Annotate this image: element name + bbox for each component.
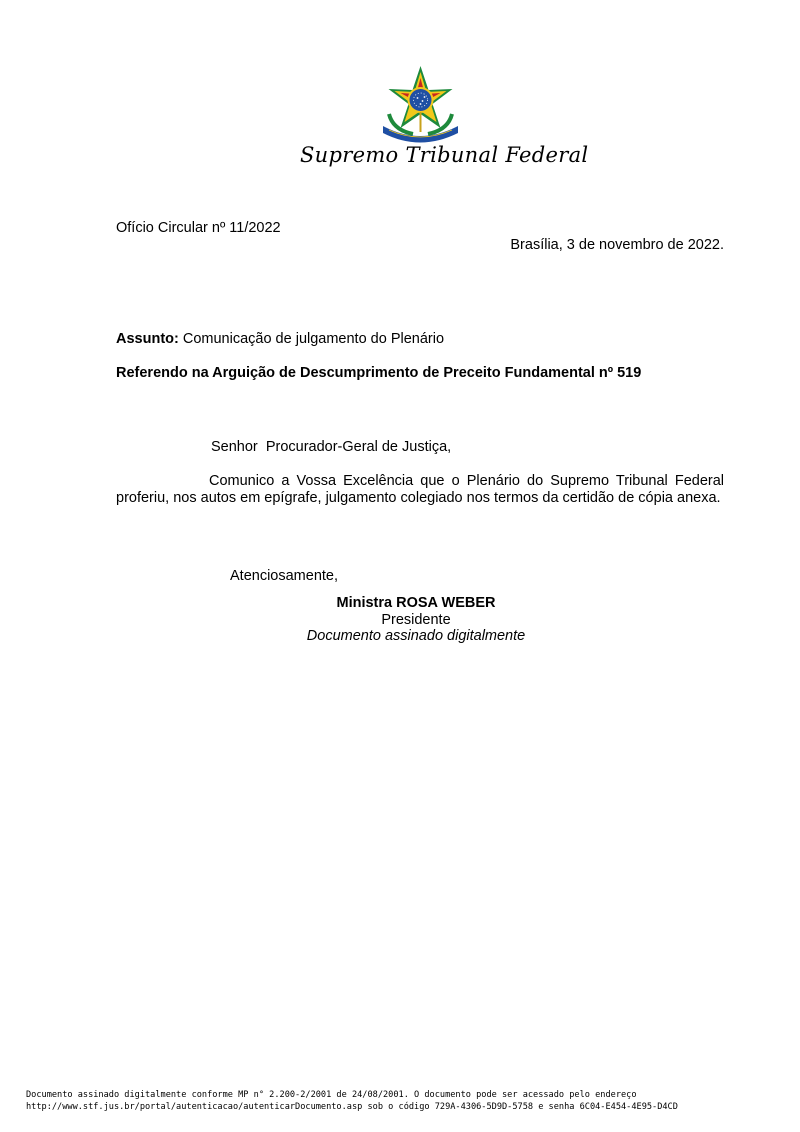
case-reference: Referendo na Arguição de Descumprimento de Preceito Fundamental nº 519	[116, 365, 642, 381]
signature-block	[216, 595, 616, 645]
footer-line-1: Documento assinado digitalmente conforme MP n° 2.200-2/2001 de 24/08/2001. O documento pode ser acessado pelo endereço	[26, 1090, 637, 1100]
footer-line-2: http://www.stf.jus.br/portal/autenticacao/autenticarDocumento.asp sob o código 729A-4306-5D9D-5758 e senha 6C04-E454-4E95-D4CD	[26, 1102, 678, 1112]
reference-number: Ofício Circular nº 11/2022	[116, 220, 281, 236]
subject-label: Assunto:	[116, 331, 179, 347]
closing: Atenciosamente,	[230, 568, 339, 584]
digital-signature-note: Documento assinado digitalmente	[306, 628, 526, 644]
date-line: Brasília, 3 de novembro de 2022.	[510, 237, 724, 253]
signer-title: Presidente	[381, 611, 451, 628]
salutation: Senhor Procurador-Geral de Justiça,	[211, 439, 452, 455]
institution-name: Supremo Tribunal Federal	[300, 143, 589, 167]
body-paragraph: Comunico a Vossa Excelência que o Plenário do Supremo Tribunal Federal proferiu, nos autos em epígrafe, julgamento colegiado nos termos da certidão de cópia anexa.	[116, 473, 724, 506]
coat-of-arms-emblem	[379, 64, 462, 144]
signer-name: Ministra ROSA WEBER	[336, 595, 496, 611]
authentication-footer	[26, 1089, 678, 1113]
subject-line	[116, 331, 444, 348]
subject-text: Comunicação de julgamento do Plenário	[182, 331, 445, 347]
